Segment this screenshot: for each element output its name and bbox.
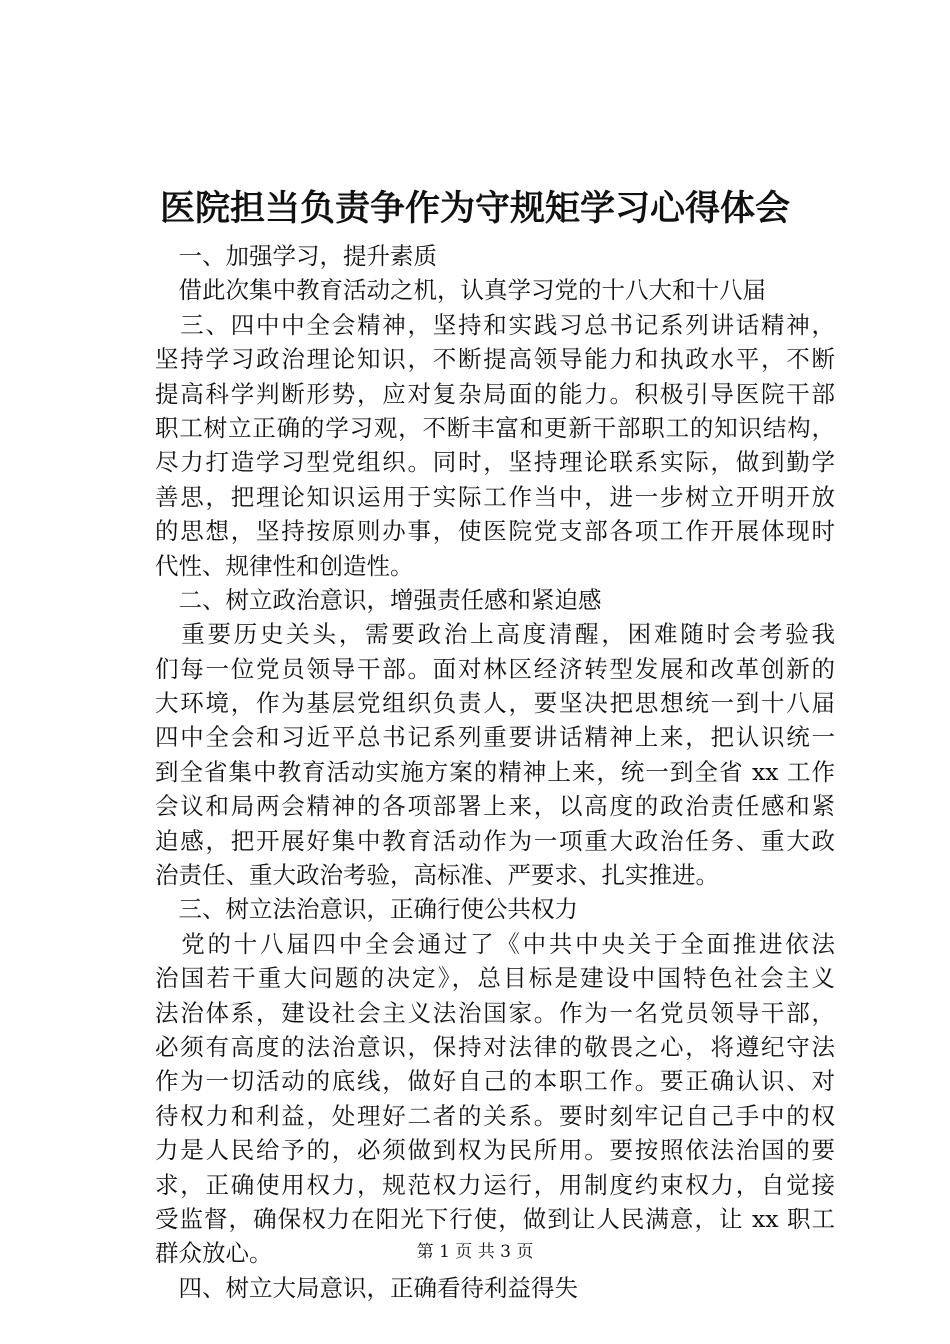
body-line: 法治体系，建设社会主义法治国家。作为一名党员领导干部， [155,998,835,1027]
body-line: 三、树立法治意识，正确行使公共权力 [155,895,578,924]
body-line: 重要历史关头，需要政治上高度清醒，困难随时会考验我 [155,620,835,649]
document-body [155,239,835,1305]
body-line: 善思，把理论知识运用于实际工作当中，进一步树立开明开放 [155,482,835,511]
body-line: 三、四中中全会精神，坚持和实践习总书记系列讲话精神， [155,310,835,339]
body-line: 治国若干重大问题的决定》，总目标是建设中国特色社会主义 [155,964,835,993]
body-line: 的思想，坚持按原则办事，使医院党支部各项工作开展体现时 [155,517,835,546]
body-line: 党的十八届四中全会通过了《中共中央关于全面推进依法 [155,929,835,958]
page-footer: 第 1 页 共 3 页 [416,1242,534,1262]
body-line: 二、树立政治意识，增强责任感和紧迫感 [155,585,602,614]
body-line: 治责任、重大政治考验，高标准、严要求、扎实推进。 [155,861,719,890]
body-line: 大环境，作为基层党组织负责人，要坚决把思想统一到十八届 [155,689,835,718]
body-line: 到全省集中教育活动实施方案的精神上来，统一到全省 xx 工作 [155,757,835,786]
body-line: 提高科学判断形势，应对复杂局面的能力。积极引导医院干部 [155,379,835,408]
body-line: 四中全会和习近平总书记系列重要讲话精神上来，把认识统一 [155,723,835,752]
document-title: 医院担当负责争作为守规矩学习心得体会 [159,188,790,229]
body-line: 求，正确使用权力，规范权力运行，用制度约束权力，自觉接 [155,1170,835,1199]
body-line: 会议和局两会精神的各项部署上来，以高度的政治责任感和紧 [155,792,835,821]
body-line: 尽力打造学习型党组织。同时，坚持理论联系实际，做到勤学 [155,448,835,477]
body-line: 待权力和利益，处理好二者的关系。要时刻牢记自己手中的权 [155,1101,835,1130]
body-line: 坚持学习政治理论知识，不断提高领导能力和执政水平，不断 [155,345,835,374]
body-line: 借此次集中教育活动之机，认真学习党的十八大和十八届 [155,276,766,305]
body-line: 们每一位党员领导干部。面对林区经济转型发展和改革创新的 [155,654,835,683]
body-line: 群众放心。 [155,1239,273,1268]
body-line: 必须有高度的法治意识，保持对法律的敬畏之心，将遵纪守法 [155,1032,835,1061]
body-line: 代性、规律性和创造性。 [155,551,414,580]
body-line: 迫感，把开展好集中教育活动作为一项重大政治任务、重大政 [155,826,835,855]
body-line: 力是人民给予的，必须做到权为民所用。要按照依法治国的要 [155,1136,835,1165]
body-line: 职工树立正确的学习观，不断丰富和更新干部职工的知识结构， [155,413,835,442]
body-line: 一、加强学习，提升素质 [155,242,437,270]
body-line: 作为一切活动的底线，做好自己的本职工作。要正确认识、对 [155,1067,835,1096]
body-line: 四、树立大局意识，正确看待利益得失 [155,1273,578,1302]
body-line: 受监督，确保权力在阳光下行使，做到让人民满意，让 xx 职工 [155,1204,835,1233]
